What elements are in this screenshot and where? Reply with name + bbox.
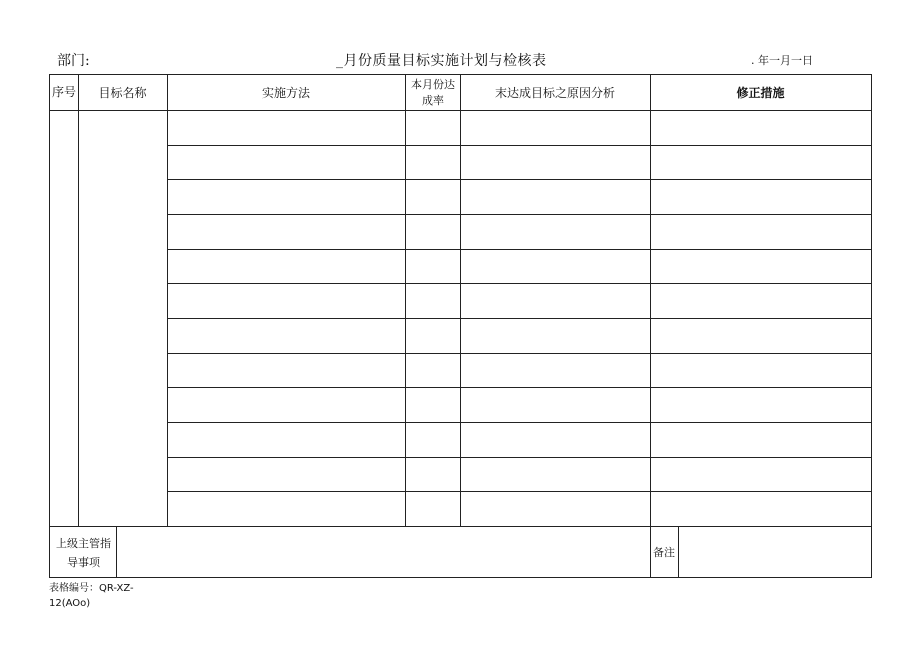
table-cell[interactable] xyxy=(651,215,871,249)
plan-table xyxy=(49,74,872,578)
table-cell[interactable] xyxy=(406,354,460,388)
form-code: 表格编号：QR-XZ-12(AOo) xyxy=(49,583,134,609)
department-label: 部门: xyxy=(57,53,90,69)
table-cell[interactable] xyxy=(461,388,650,422)
table-cell[interactable] xyxy=(406,146,460,180)
table-cell[interactable] xyxy=(168,250,405,284)
table-cell[interactable] xyxy=(651,354,871,388)
table-cell[interactable] xyxy=(651,319,871,353)
table-cell[interactable] xyxy=(168,388,405,422)
table-cell[interactable] xyxy=(168,215,405,249)
form-title: _月份质量目标实施计划与检核表 xyxy=(336,53,547,69)
supervisor-guidance-field[interactable] xyxy=(117,527,649,578)
table-cell[interactable] xyxy=(406,111,460,145)
table-cell[interactable] xyxy=(461,319,650,353)
table-cell[interactable] xyxy=(406,284,460,318)
table-cell[interactable] xyxy=(406,423,460,457)
table-cell[interactable] xyxy=(651,458,871,492)
table-cell[interactable] xyxy=(168,111,405,145)
column-header-rate: 本月份达成率 xyxy=(411,77,455,107)
table-cell[interactable] xyxy=(461,111,650,145)
table-cell[interactable] xyxy=(168,180,405,214)
table-cell[interactable] xyxy=(461,423,650,457)
column-header-reason: 末达成目标之原因分析 xyxy=(494,85,615,100)
table-cell[interactable] xyxy=(406,215,460,249)
table-cell[interactable] xyxy=(461,284,650,318)
column-header-seq: 序号 xyxy=(51,85,76,99)
table-cell[interactable] xyxy=(651,250,871,284)
table-cell[interactable] xyxy=(406,180,460,214)
table-cell[interactable] xyxy=(651,492,871,526)
table-cell[interactable] xyxy=(168,319,405,353)
table-cell[interactable] xyxy=(651,423,871,457)
table-cell[interactable] xyxy=(168,423,405,457)
table-cell[interactable] xyxy=(406,319,460,353)
table-cell[interactable] xyxy=(651,180,871,214)
table-cell[interactable] xyxy=(406,492,460,526)
table-cell[interactable] xyxy=(461,492,650,526)
table-cell[interactable] xyxy=(168,146,405,180)
table-cell[interactable] xyxy=(406,458,460,492)
table-cell[interactable] xyxy=(651,111,871,145)
table-cell[interactable] xyxy=(168,354,405,388)
table-cell[interactable] xyxy=(651,284,871,318)
table-cell[interactable] xyxy=(168,284,405,318)
table-cell[interactable] xyxy=(406,388,460,422)
grid-line xyxy=(78,75,79,526)
date-label: . 年一月一日 xyxy=(751,54,813,67)
table-cell[interactable] xyxy=(651,146,871,180)
column-header-goal-name: 目标名称 xyxy=(98,85,147,100)
table-cell[interactable] xyxy=(168,458,405,492)
supervisor-guidance-label: 上级主管指导事项 xyxy=(56,536,111,569)
table-cell[interactable] xyxy=(461,180,650,214)
table-cell[interactable] xyxy=(461,458,650,492)
table-cell[interactable] xyxy=(461,250,650,284)
table-cell[interactable] xyxy=(461,146,650,180)
table-cell[interactable] xyxy=(406,250,460,284)
column-header-fix: 修正措施 xyxy=(736,85,785,100)
column-header-method: 实施方法 xyxy=(261,85,310,100)
table-cell[interactable] xyxy=(651,388,871,422)
remarks-label: 备注 xyxy=(653,546,675,559)
table-cell[interactable] xyxy=(168,492,405,526)
remarks-field[interactable] xyxy=(679,527,871,578)
table-cell[interactable] xyxy=(461,354,650,388)
table-cell[interactable] xyxy=(461,215,650,249)
